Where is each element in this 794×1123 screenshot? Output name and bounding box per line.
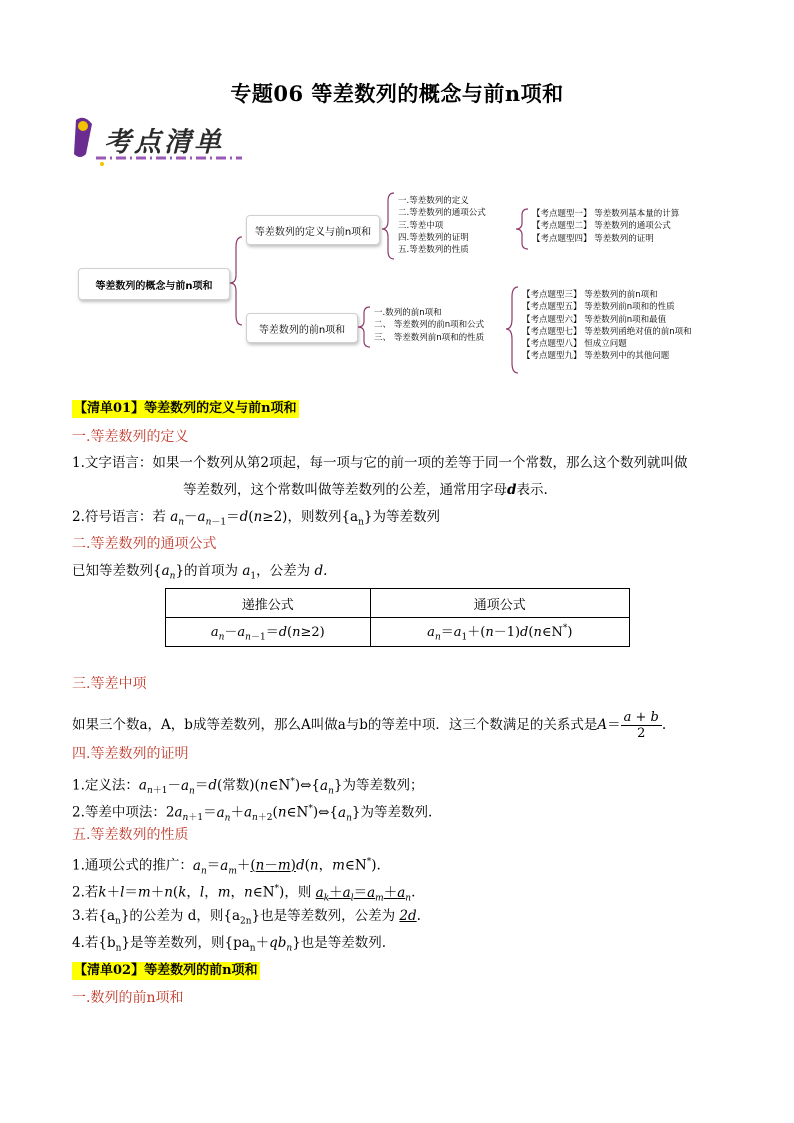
symbolic-prefix: 2.符号语言：若: [72, 509, 166, 525]
known-prefix: 已知等差数列{: [72, 563, 162, 579]
list-item: 五.等差数列的性质: [398, 245, 469, 256]
known-mid: }的首项为: [175, 563, 239, 579]
table-row: [166, 589, 630, 618]
branch2-types: [522, 289, 692, 363]
list-item: 四.等差数列的证明: [398, 232, 469, 243]
prop2-prefix: 2.若: [72, 884, 99, 901]
proof2-end: 为等差数列.: [360, 804, 433, 821]
subheading-proof: 四.等差数列的证明: [72, 746, 189, 762]
definition-text-1: 1.文字语言：如果一个数列从第2项起，每一项与它的前一项的差等于同一个常数，那么这个数列就叫做: [72, 455, 688, 471]
prop1-prefix: 1.通项公式的推广：: [72, 857, 193, 874]
prop4-mid: }是等差数列，则{pa: [121, 935, 250, 951]
prop3-value: 2d: [399, 908, 417, 924]
prop3-mid2: }也是等差数列，公差为: [251, 908, 396, 924]
list-item: 【考点题型九】 等差数列中的其他问题: [522, 351, 670, 362]
list-item: 二、 等差数列的前n项和公式: [374, 320, 485, 331]
list-item: 三、 等差数列前n项和的性质: [374, 332, 485, 343]
proof2-prefix: 2.等差中项法：: [72, 804, 166, 821]
mindmap-branch1: 等差数列的定义与前n项和: [246, 215, 380, 245]
list-item: 一.数列的前n项和: [374, 308, 442, 318]
proof-definition: 1.定义法：$a_{n+1}-a_n=d$(常数)$(n\in N^*)\Leftrightarrow\{a_n\}$为等差数列；: [72, 777, 424, 797]
property-4: 4.若$\{b_n\}$是等差数列，则$\{pa_n+qb_n\}$也是等差数列.: [72, 935, 387, 954]
table-cell: $a_n=a_1+(n-1)d(n\in N^*)$: [370, 618, 629, 647]
subheading-definition: 一.等差数列的定义: [72, 429, 189, 445]
list-item: 【考点题型三】 等差数列的前n项和: [522, 290, 658, 300]
list-item: 【考点题型五】 等差数列前n项和的性质: [522, 302, 675, 313]
subheading-middle-term: 三.等差中项: [72, 676, 147, 692]
section-heading-2: 【清单02】等差数列的前n项和: [74, 963, 258, 978]
mindmap-branch2: 等差数列的前n项和: [246, 313, 358, 343]
definition-text-2a: 等差数列，这个常数叫做等差数列的公差，通常用字母: [183, 482, 507, 498]
letter-d: d: [507, 482, 517, 498]
middle-term-sentence: 如果三个数a，A，b成等差数列，那么A叫做a与b的等差中项．这三个数满足的关系式是: [72, 717, 598, 733]
section-heading-1: 【清单01】等差数列的定义与前n项和: [74, 401, 297, 416]
mindmap-root: 等差数列的概念与前n项和: [78, 268, 230, 300]
list-item: 【考点题型四】 等差数列的证明: [532, 233, 654, 244]
fraction-denominator: 2: [637, 726, 646, 741]
logo-text: 考点清单: [104, 127, 224, 158]
branch2-items: [374, 307, 484, 344]
definition-text-2b: 表示.: [516, 482, 548, 498]
list-item: 二.等差数列的通项公式: [398, 208, 486, 219]
subheading-general-term: 二.等差数列的通项公式: [72, 536, 217, 552]
list-item: 一.等差数列的定义: [398, 196, 469, 206]
known-end: d.: [314, 563, 328, 579]
fraction: [621, 710, 662, 741]
middle-term-text: 如果三个数a，A，b成等差数列，那么A叫做a与b的等差中项．这三个数满足的关系式是A＝ $\frac{a + b}{2}$ .: [72, 710, 667, 741]
page-title: 专题06 等差数列的概念与前n项和: [230, 81, 564, 106]
prop3-mid: }的公差为 d，则{a: [120, 908, 240, 924]
subheading-properties: 五.等差数列的性质: [72, 827, 189, 843]
property-2: 2.若k＋l＝m＋n(k，l，m，n∈N*)，则 $a_k+a_l=a_m+a_n$.: [72, 884, 416, 904]
table-header: 递推公式: [166, 589, 371, 618]
branch1-items: [398, 195, 486, 256]
known-text: 已知等差数列$\{a_n\}$的首项为 $a_1$，公差为 d.: [72, 563, 328, 582]
proof1-end: 为等差数列；: [342, 777, 424, 794]
list-item: 【考点题型六】 等差数列前n项和最值: [522, 314, 667, 325]
known-mid2: ，公差为: [256, 563, 311, 579]
definition-symbolic: 2.符号语言：若 $a_n-a_{n-1}=d(n\ge 2)$，则数列$\{a_n\}$为等差数列: [72, 509, 440, 528]
property-1: 1.通项公式的推广：$a_n=a_m+(n-m)d(n$，m∈N*).: [72, 857, 381, 877]
prop3-prefix: 3.若{a: [72, 908, 116, 924]
proof1-prefix: 1.定义法：: [72, 777, 139, 794]
prop4-prefix: 4.若{b: [72, 935, 116, 951]
symbolic-suffix: ，则数列{a: [287, 509, 359, 525]
fraction-numerator: a + b: [621, 710, 662, 726]
list-item: 【考点题型七】 等差数列函绝对值的前n项和: [522, 326, 692, 337]
list-item: 【考点题型八】 恒成立问题: [522, 339, 627, 350]
branch1-types: [532, 208, 679, 245]
subheading-partial-sum: 一.数列的前n项和: [72, 990, 184, 1006]
proof-middle: 2.等差中项法：$2a_{n+1}=a_n+a_{n+2}(n\in N^*)\Leftrightarrow\{a_n\}$为等差数列.: [72, 804, 433, 824]
symbolic-end: }为等差数列: [363, 509, 440, 525]
property-3: 3.若$\{a_n\}$的公差为 d，则$\{a_{2n}\}$也是等差数列，公差为 2d.: [72, 908, 421, 927]
prop4-end: }也是等差数列.: [292, 935, 387, 951]
mindmap: [70, 185, 730, 385]
definition-text-2: [183, 481, 548, 499]
prop2-mid: ，则: [284, 884, 312, 901]
table-cell: $a_n-a_{n-1}=d(n\ge 2)$: [166, 618, 371, 647]
list-item: 【考点题型一】 等差数列基本量的计算: [532, 209, 680, 219]
list-item: 【考点题型二】 等差数列的通项公式: [532, 221, 671, 232]
table-header: 通项公式: [370, 589, 629, 618]
formula-table: [165, 588, 630, 647]
table-row: [166, 618, 630, 647]
list-item: 三.等差中项: [398, 220, 444, 231]
